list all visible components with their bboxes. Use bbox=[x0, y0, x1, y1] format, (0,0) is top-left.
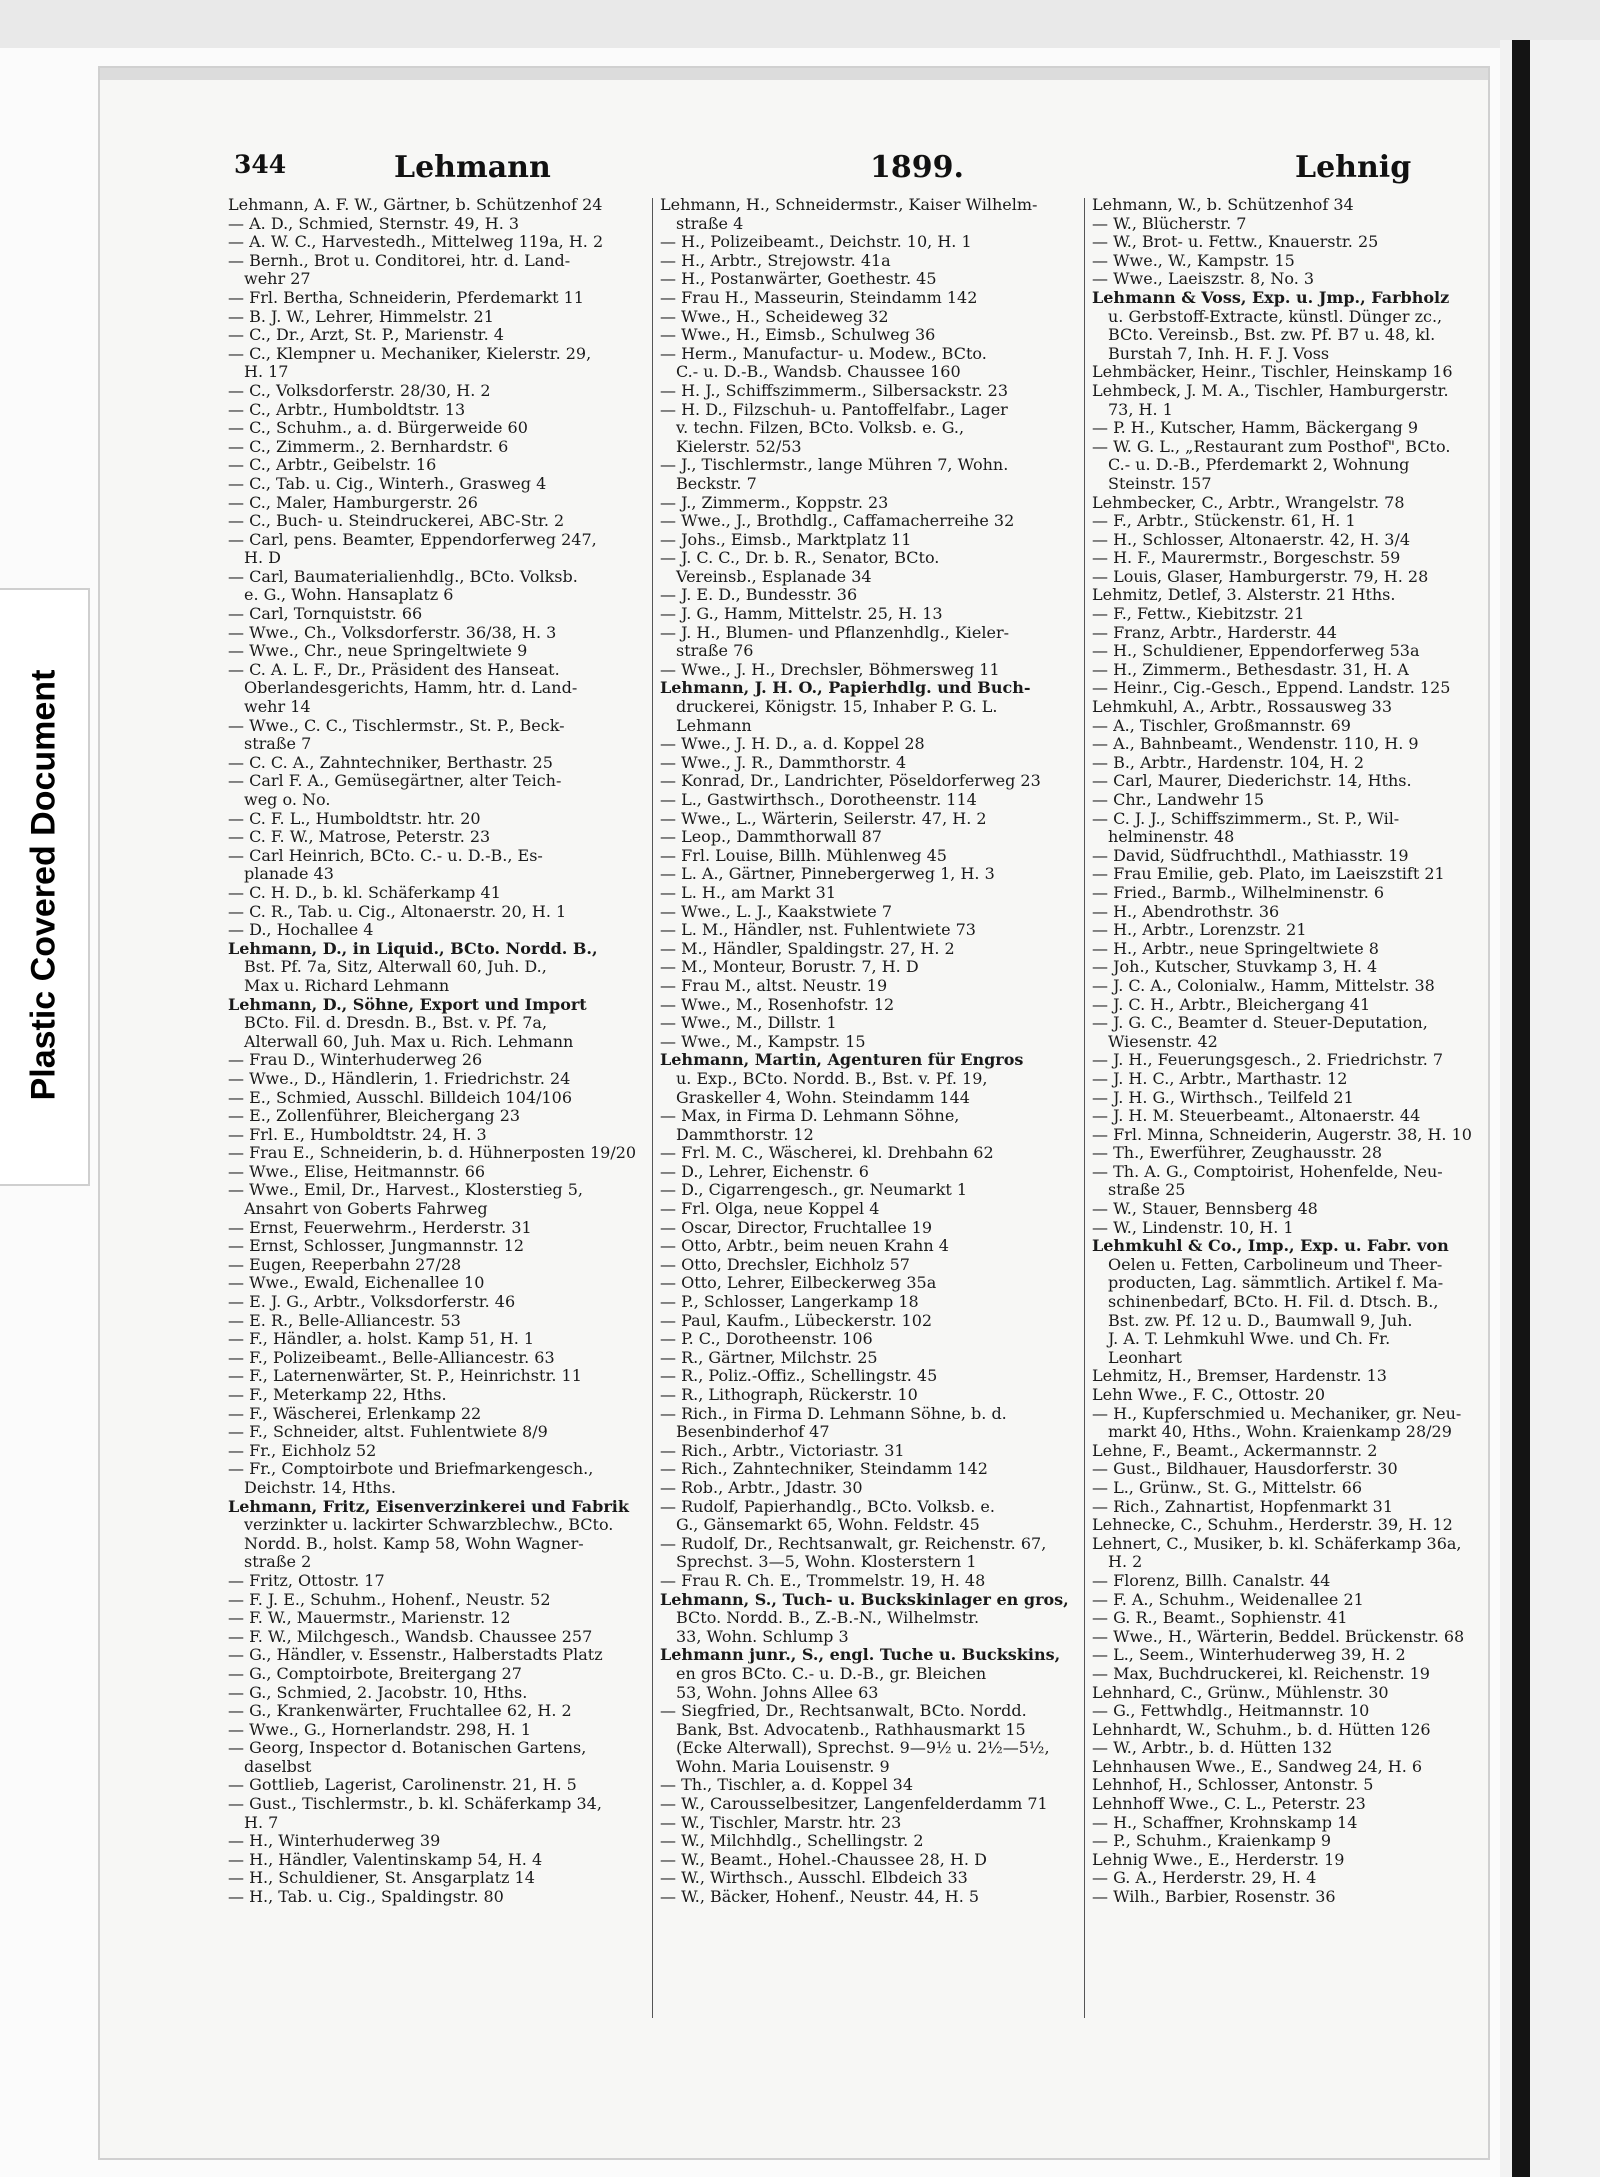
directory-entry-line: Lehne, F., Beamt., Ackermannstr. 2 bbox=[1092, 1441, 1378, 1460]
directory-entry-line: — Gust., Bildhauer, Hausdorferstr. 30 bbox=[1092, 1460, 1398, 1479]
directory-entry-line: — F., Fettw., Kiebitzstr. 21 bbox=[1092, 605, 1305, 624]
directory-entry-line: — Ernst, Schlosser, Jungmannstr. 12 bbox=[228, 1237, 525, 1256]
directory-entry-line: — Wwe., J. R., Dammthorstr. 4 bbox=[660, 753, 907, 772]
directory-entry-line: — D., Hochallee 4 bbox=[228, 921, 374, 940]
directory-entry-line: — C., Buch- u. Steindruckerei, ABC-Str. 2 bbox=[228, 512, 565, 531]
directory-entry-line: — H., Polizeibeamt., Deichstr. 10, H. 1 bbox=[660, 233, 972, 252]
directory-entry-line: — W., Arbtr., b. d. Hütten 132 bbox=[1092, 1739, 1333, 1758]
directory-entry-line: — Bernh., Brot u. Conditorei, htr. d. Land- bbox=[228, 251, 571, 270]
directory-entry-line: Wiesenstr. 42 bbox=[1108, 1032, 1218, 1051]
directory-entry-line: — J. C. H., Arbtr., Bleichergang 41 bbox=[1092, 995, 1371, 1014]
directory-entry-line: — L. M., Händler, nst. Fuhlentwiete 73 bbox=[660, 921, 976, 940]
directory-entry-line: — Herm., Manufactur- u. Modew., BCto. bbox=[660, 344, 987, 363]
directory-entry-line: Lehmann & Voss, Exp. u. Jmp., Farbholz bbox=[1092, 288, 1450, 307]
directory-entry-line: — H. D., Filzschuh- u. Pantoffelfabr., Lager bbox=[660, 400, 1008, 419]
directory-entry-line: — Carl, Maurer, Diederichstr. 14, Hths. bbox=[1092, 772, 1412, 791]
directory-entry-line: — E., Schmied, Ausschl. Billdeich 104/106 bbox=[228, 1088, 573, 1107]
directory-entry-line: Oberlandesgerichts, Hamm, htr. d. Land- bbox=[244, 679, 578, 698]
directory-entry-line: — Rich., in Firma D. Lehmann Söhne, b. d. bbox=[660, 1404, 1007, 1423]
directory-entry-line: H. 7 bbox=[244, 1813, 279, 1832]
directory-entry-line: — L. H., am Markt 31 bbox=[660, 883, 837, 902]
directory-entry-line: straße 2 bbox=[244, 1553, 312, 1572]
directory-entry-line: — C., Zimmerm., 2. Bernhardstr. 6 bbox=[228, 437, 509, 456]
directory-entry-line: markt 40, Hths., Wohn. Kraienkamp 28/29 bbox=[1108, 1423, 1452, 1442]
directory-entry-line: — Johs., Eimsb., Marktplatz 11 bbox=[660, 530, 912, 549]
directory-entry-line: — L., Grünw., St. G., Mittelstr. 66 bbox=[1092, 1478, 1363, 1497]
directory-entry-line: Lehmbecker, C., Arbtr., Wrangelstr. 78 bbox=[1092, 493, 1405, 512]
directory-entry-line: — J. E. D., Bundesstr. 36 bbox=[660, 586, 858, 605]
directory-entry-line: — Wwe., Emil, Dr., Harvest., Klosterstieg 5, bbox=[228, 1181, 584, 1200]
directory-entry-line: Lehnig Wwe., E., Herderstr. 19 bbox=[1092, 1850, 1345, 1869]
directory-entry-line: Vereinsb., Esplanade 34 bbox=[676, 567, 872, 586]
directory-entry-line: Bank, Bst. Advocatenb., Rathhausmarkt 15 bbox=[676, 1720, 1026, 1739]
directory-entry-line: — Wwe., M., Kampstr. 15 bbox=[660, 1032, 866, 1051]
directory-entry-line: Lehmann, A. F. W., Gärtner, b. Schützenhof 24 bbox=[228, 196, 603, 214]
directory-entry-line: — J. H. C., Arbtr., Marthastr. 12 bbox=[1092, 1069, 1348, 1088]
directory-entry-line: — J., Tischlermstr., lange Mühren 7, Wohn. bbox=[660, 456, 1009, 475]
directory-entry-line: — M., Händler, Spaldingstr. 27, H. 2 bbox=[660, 939, 955, 958]
directory-entry-line: Oelen u. Fetten, Carbolineum und Theer- bbox=[1108, 1255, 1443, 1274]
directory-entry-line: Lehmbäcker, Heinr., Tischler, Heinskamp 16 bbox=[1092, 363, 1453, 382]
page-header bbox=[130, 150, 1420, 190]
directory-entry-line: — C., Klempner u. Mechaniker, Kielerstr. 29, bbox=[228, 344, 592, 363]
directory-entry-line: Lehmann, H., Schneidermstr., Kaiser Wilhelm- bbox=[660, 196, 1038, 214]
directory-entry-line: Lehmann, Fritz, Eisenverzinkerei und Fabrik bbox=[228, 1497, 629, 1516]
directory-entry-line: — W., Stauer, Bennsberg 48 bbox=[1092, 1200, 1318, 1219]
directory-entry-line: — Rich., Zahntechniker, Steindamm 142 bbox=[660, 1460, 988, 1479]
directory-entry-line: Lehmann bbox=[676, 716, 752, 735]
directory-entry-line: — Frl. M. C., Wäscherei, kl. Drehbahn 62 bbox=[660, 1144, 994, 1163]
directory-entry-line: planade 43 bbox=[244, 865, 334, 884]
directory-entry-line: — W., Tischler, Marstr. htr. 23 bbox=[660, 1813, 902, 1832]
directory-entry-line: — H., Postanwärter, Goethestr. 45 bbox=[660, 270, 937, 289]
directory-entry-line: — Carl, Baumaterialienhdlg., BCto. Volksb. bbox=[228, 567, 578, 586]
directory-entry-line: — F., Wäscherei, Erlenkamp 22 bbox=[228, 1404, 482, 1423]
directory-entry-line: — W., Carousselbesitzer, Langenfelderdamm 71 bbox=[660, 1795, 1048, 1814]
directory-entry-line: — G. A., Herderstr. 29, H. 4 bbox=[1092, 1869, 1317, 1888]
directory-entry-line: 53, Wohn. Johns Allee 63 bbox=[676, 1683, 879, 1702]
directory-entry-line: — Otto, Lehrer, Eilbeckerweg 35a bbox=[660, 1274, 937, 1293]
directory-entry-line: — J. C. C., Dr. b. R., Senator, BCto. bbox=[660, 549, 940, 568]
directory-entry-line: Lehmitz, Detlef, 3. Alsterstr. 21 Hths. bbox=[1092, 586, 1396, 605]
directory-entry-line: — H., Arbtr., neue Springeltwiete 8 bbox=[1092, 939, 1379, 958]
directory-entry-line: Bst. Pf. 7a, Sitz, Alterwall 60, Juh. D., bbox=[244, 958, 547, 977]
directory-entry-line: — R., Lithograph, Rückerstr. 10 bbox=[660, 1386, 918, 1404]
directory-entry-line: — Frl. Minna, Schneiderin, Augerstr. 38, H. 10 bbox=[1092, 1125, 1472, 1144]
directory-entry-line: Lehnhof, H., Schlosser, Antonstr. 5 bbox=[1092, 1776, 1374, 1795]
scanner-top-strip bbox=[0, 0, 1600, 48]
directory-entry-line: — J. H., Feuerungsgesch., 2. Friedrichstr. 7 bbox=[1092, 1051, 1444, 1070]
directory-entry-line: — Wwe., G., Hornerlandstr. 298, H. 1 bbox=[228, 1720, 531, 1739]
directory-entry-line: — Leop., Dammthorwall 87 bbox=[660, 828, 882, 847]
directory-entry-line: — H., Tab. u. Cig., Spaldingstr. 80 bbox=[228, 1888, 504, 1907]
directory-entry-line: — Wwe., W., Kampstr. 15 bbox=[1092, 251, 1295, 270]
directory-entry-line: — H., Kupferschmied u. Mechaniker, gr. Neu- bbox=[1092, 1404, 1462, 1423]
directory-entry-line: G., Gänsemarkt 65, Wohn. Feldstr. 45 bbox=[676, 1516, 980, 1535]
directory-entry-line: — Frau E., Schneiderin, b. d. Hühnerposten 19/20 bbox=[228, 1144, 637, 1163]
directory-entry-line: — F. W., Milchgesch., Wandsb. Chaussee 257 bbox=[228, 1627, 593, 1646]
year-heading: 1899. bbox=[870, 150, 964, 185]
directory-entry-line: — C. F. L., Humboldtstr. htr. 20 bbox=[228, 809, 481, 828]
directory-entry-line: — Wwe., D., Händlerin, 1. Friedrichstr. 24 bbox=[228, 1069, 571, 1088]
directory-entry-line: — Wwe., C. C., Tischlermstr., St. P., Beck- bbox=[228, 716, 565, 735]
directory-entry-line: — G., Schmied, 2. Jacobstr. 10, Hths. bbox=[228, 1683, 528, 1702]
directory-entry-line: — C. F. W., Matrose, Peterstr. 23 bbox=[228, 828, 491, 847]
directory-entry-line: — G. R., Beamt., Sophienstr. 41 bbox=[1092, 1609, 1348, 1628]
directory-entry-line: H. 17 bbox=[244, 363, 289, 382]
directory-entry-line: — Wwe., Chr., neue Springeltwiete 9 bbox=[228, 642, 528, 661]
column-2 bbox=[660, 196, 1080, 2026]
directory-entry-line: — F., Polizeibeamt., Belle-Alliancestr. 63 bbox=[228, 1348, 555, 1367]
directory-entry-line: Lehmann, Martin, Agenturen für Engros bbox=[660, 1051, 1024, 1070]
directory-entry-line: weg o. No. bbox=[244, 791, 331, 809]
directory-entry-line: — Wwe., J., Brothdlg., Caffamacherreihe 32 bbox=[660, 512, 1015, 531]
directory-entry-line: BCto. Fil. d. Dresdn. B., Bst. v. Pf. 7a, bbox=[244, 1014, 548, 1033]
directory-entry-line: u. Gerbstoff-Extracte, künstl. Dünger zc., bbox=[1108, 307, 1443, 326]
directory-entry-line: — C., Maler, Hamburgerstr. 26 bbox=[228, 493, 478, 512]
directory-entry-line: — Eugen, Reeperbahn 27/28 bbox=[228, 1255, 462, 1274]
directory-entry-line: C.- u. D.-B., Wandsb. Chaussee 160 bbox=[676, 363, 961, 382]
directory-entry-line: C.- u. D.-B., Pferdemarkt 2, Wohnung bbox=[1108, 456, 1410, 475]
directory-entry-line: — F., Händler, a. holst. Kamp 51, H. 1 bbox=[228, 1330, 535, 1349]
directory-entry-line: Lehmkuhl, A., Arbtr., Rossausweg 33 bbox=[1092, 698, 1393, 717]
directory-entry-line: — P. C., Dorotheenstr. 106 bbox=[660, 1330, 873, 1349]
directory-entry-line: Lehmitz, H., Bremser, Hardenstr. 13 bbox=[1092, 1367, 1387, 1386]
directory-entry-line: — H., Abendrothstr. 36 bbox=[1092, 902, 1280, 921]
directory-entry-line: Beckstr. 7 bbox=[676, 474, 757, 493]
directory-entry-line: — Wwe., H., Eimsb., Schulweg 36 bbox=[660, 326, 936, 345]
directory-entry-line: — P. H., Kutscher, Hamm, Bäckergang 9 bbox=[1092, 419, 1419, 438]
directory-entry-line: (Ecke Alterwall), Sprechst. 9—9½ u. 2½—5½, bbox=[676, 1739, 1050, 1758]
directory-entry-line: — Rudolf, Dr., Rechtsanwalt, gr. Reichenstr. 67, bbox=[660, 1534, 1047, 1553]
directory-entry-line: straße 25 bbox=[1108, 1181, 1186, 1200]
column-rule-2 bbox=[1084, 198, 1085, 2018]
directory-entry-line: — F., Arbtr., Stückenstr. 61, H. 1 bbox=[1092, 512, 1356, 531]
directory-entry-line: Steinstr. 157 bbox=[1108, 474, 1212, 493]
directory-entry-line: — G., Comptoirbote, Breitergang 27 bbox=[228, 1664, 522, 1683]
directory-entry-line: — H., Zimmerm., Bethesdastr. 31, H. A bbox=[1092, 660, 1409, 679]
column-3 bbox=[1092, 196, 1512, 2026]
directory-entry-line: — Max, in Firma D. Lehmann Söhne, bbox=[660, 1107, 960, 1126]
directory-entry-line: — Wwe., H., Scheideweg 32 bbox=[660, 307, 889, 326]
directory-entry-line: — C., Volksdorferstr. 28/30, H. 2 bbox=[228, 381, 491, 400]
directory-entry-line: — G., Fettwhdlg., Heitmannstr. 10 bbox=[1092, 1702, 1370, 1721]
directory-entry-line: Lehnhard, C., Grünw., Mühlenstr. 30 bbox=[1092, 1683, 1389, 1702]
directory-entry-line: — David, Südfruchthdl., Mathiasstr. 19 bbox=[1092, 846, 1409, 865]
directory-entry-line: — Frau D., Winterhuderweg 26 bbox=[228, 1051, 483, 1070]
directory-entry-line: — Wwe., Ewald, Eichenallee 10 bbox=[228, 1274, 485, 1293]
directory-entry-line: — B. J. W., Lehrer, Himmelstr. 21 bbox=[228, 307, 494, 326]
directory-entry-line: en gros BCto. C.- u. D.-B., gr. Bleichen bbox=[676, 1664, 987, 1683]
directory-entry-line: — Frau H., Masseurin, Steindamm 142 bbox=[660, 288, 978, 307]
directory-entry-line: — R., Poliz.-Offiz., Schellingstr. 45 bbox=[660, 1367, 938, 1386]
left-running-title: Lehmann bbox=[394, 150, 551, 185]
directory-entry-line: — Oscar, Director, Fruchtallee 19 bbox=[660, 1218, 933, 1237]
directory-entry-line: — Th., Ewerführer, Zeughausstr. 28 bbox=[1092, 1144, 1383, 1163]
directory-entry-line: — W. G. L., „Restaurant zum Posthof", BCto. bbox=[1092, 437, 1451, 456]
directory-entry-line: — G., Händler, v. Essenstr., Halberstadts Platz bbox=[228, 1646, 603, 1665]
directory-entry-line: J. A. T. Lehmkuhl Wwe. und Ch. Fr. bbox=[1108, 1330, 1391, 1349]
directory-entry-line: — W., Blücherstr. 7 bbox=[1092, 214, 1247, 233]
directory-entry-line: — Fr., Eichholz 52 bbox=[228, 1441, 377, 1460]
directory-entry-line: — C., Schuhm., a. d. Bürgerweide 60 bbox=[228, 419, 528, 438]
directory-entry-line: Lehn Wwe., F. C., Ottostr. 20 bbox=[1092, 1386, 1326, 1404]
directory-entry-line: — Ernst, Feuerwehrm., Herderstr. 31 bbox=[228, 1218, 532, 1237]
directory-entry-line: — C. H. D., b. kl. Schäferkamp 41 bbox=[228, 883, 501, 902]
directory-entry-line: — Frl. Bertha, Schneiderin, Pferdemarkt 11 bbox=[228, 288, 584, 307]
directory-entry-line: Dammthorstr. 12 bbox=[676, 1125, 814, 1144]
directory-entry-line: — P., Schlosser, Langerkamp 18 bbox=[660, 1293, 919, 1312]
directory-entry-line: — G., Krankenwärter, Fruchtallee 62, H. 2 bbox=[228, 1702, 572, 1721]
directory-entry-line: Max u. Richard Lehmann bbox=[244, 976, 450, 995]
directory-entry-line: — Wwe., Elise, Heitmannstr. 66 bbox=[228, 1162, 486, 1181]
directory-entry-line: H. D bbox=[244, 549, 281, 568]
directory-entry-line: — H., Schlosser, Altonaerstr. 42, H. 3/4 bbox=[1092, 530, 1411, 549]
directory-entry-line: — W., Beamt., Hohel.-Chaussee 28, H. D bbox=[660, 1850, 987, 1869]
scanner-right-edge bbox=[1500, 40, 1600, 2177]
directory-entry-line: — A., Bahnbeamt., Wendenstr. 110, H. 9 bbox=[1092, 735, 1419, 754]
page-number: 344 bbox=[234, 150, 287, 179]
directory-entry-line: — A. D., Schmied, Sternstr. 49, H. 3 bbox=[228, 214, 520, 233]
directory-entry-line: — Max, Buchdruckerei, kl. Reichenstr. 19 bbox=[1092, 1664, 1430, 1683]
directory-entry-line: Kielerstr. 52/53 bbox=[676, 437, 802, 456]
directory-entry-line: — Frl. E., Humboldtstr. 24, H. 3 bbox=[228, 1125, 487, 1144]
column-1 bbox=[228, 196, 648, 2026]
directory-entry-line: — Frl. Olga, neue Koppel 4 bbox=[660, 1200, 880, 1219]
directory-entry-line: Besenbinderhof 47 bbox=[676, 1423, 830, 1442]
directory-entry-line: — A., Tischler, Großmannstr. 69 bbox=[1092, 716, 1351, 735]
directory-entry-line: — E., Zollenführer, Bleichergang 23 bbox=[228, 1107, 521, 1126]
directory-entry-line: — Otto, Drechsler, Eichholz 57 bbox=[660, 1255, 910, 1274]
directory-entry-line: Lehmann junr., S., engl. Tuche u. Buckskins, bbox=[660, 1646, 1061, 1665]
directory-entry-line: — Heinr., Cig.-Gesch., Eppend. Landstr. 125 bbox=[1092, 679, 1451, 698]
directory-entry-line: — J. C. A., Colonialw., Hamm, Mittelstr. 38 bbox=[1092, 976, 1435, 995]
directory-entry-line: — Fr., Comptoirbote und Briefmarkengesch., bbox=[228, 1460, 594, 1479]
directory-entry-line: Nordd. B., holst. Kamp 58, Wohn Wagner- bbox=[244, 1534, 584, 1553]
directory-entry-line: — H., Winterhuderweg 39 bbox=[228, 1832, 441, 1851]
directory-entry-line: Lehnhardt, W., Schuhm., b. d. Hütten 126 bbox=[1092, 1720, 1431, 1739]
directory-entry-line: Lehnhoff Wwe., C. L., Peterstr. 23 bbox=[1092, 1795, 1366, 1814]
directory-entry-line: — J. H. M. Steuerbeamt., Altonaerstr. 44 bbox=[1092, 1107, 1421, 1126]
directory-entry-line: Bst. zw. Pf. 12 u. D., Baumwall 9, Juh. bbox=[1108, 1311, 1413, 1330]
side-label: Plastic Covered Document bbox=[24, 669, 63, 1101]
directory-entry-line: 73, H. 1 bbox=[1108, 400, 1173, 419]
directory-entry-line: v. techn. Filzen, BCto. Volksb. e. G., bbox=[676, 419, 965, 438]
directory-entry-line: — Carl F. A., Gemüsegärtner, alter Teich- bbox=[228, 772, 562, 791]
directory-entry-line: — C., Arbtr., Geibelstr. 16 bbox=[228, 456, 437, 475]
directory-entry-line: — Frau M., altst. Neustr. 19 bbox=[660, 976, 888, 995]
directory-entry-line: — Carl, pens. Beamter, Eppendorferweg 247, bbox=[228, 530, 597, 549]
directory-entry-line: — Otto, Arbtr., beim neuen Krahn 4 bbox=[660, 1237, 949, 1256]
directory-entry-line: — Joh., Kutscher, Stuvkamp 3, H. 4 bbox=[1092, 958, 1378, 977]
directory-entry-line: Lehmann, J. H. O., Papierhdlg. und Buch- bbox=[660, 679, 1031, 698]
directory-entry-line: schinenbedarf, BCto. H. Fil. d. Dtsch. B., bbox=[1108, 1293, 1439, 1312]
directory-entry-line: Lehmann, W., b. Schützenhof 34 bbox=[1092, 196, 1354, 214]
directory-entry-line: — M., Monteur, Borustr. 7, H. D bbox=[660, 958, 919, 977]
directory-entry-line: — F., Schneider, altst. Fuhlentwiete 8/9 bbox=[228, 1423, 548, 1442]
directory-entry-line: Alterwall 60, Juh. Max u. Rich. Lehmann bbox=[244, 1032, 574, 1051]
directory-entry-line: — F., Laternenwärter, St. P., Heinrichstr. 11 bbox=[228, 1367, 582, 1386]
directory-entry-line: — J., Zimmerm., Koppstr. 23 bbox=[660, 493, 889, 512]
directory-entry-line: Leonhart bbox=[1108, 1348, 1182, 1367]
directory-entry-line: — Wwe., J. H., Drechsler, Böhmersweg 11 bbox=[660, 660, 1000, 679]
directory-entry-line: — H., Händler, Valentinskamp 54, H. 4 bbox=[228, 1850, 543, 1869]
directory-entry-line: producten, Lag. sämmtlich. Artikel f. Ma- bbox=[1108, 1274, 1444, 1293]
directory-entry-line: — Rudolf, Papierhandlg., BCto. Volksb. e. bbox=[660, 1497, 995, 1516]
directory-entry-line: — J. G. C., Beamter d. Steuer-Deputation, bbox=[1092, 1014, 1428, 1033]
directory-entry-line: — F. J. E., Schuhm., Hohenf., Neustr. 52 bbox=[228, 1590, 551, 1609]
directory-entry-line: BCto. Vereinsb., Bst. zw. Pf. B7 u. 48, kl. bbox=[1108, 326, 1436, 345]
directory-entry-line: — F. A., Schuhm., Weidenallee 21 bbox=[1092, 1590, 1364, 1609]
directory-entry-line: daselbst bbox=[244, 1757, 312, 1776]
directory-entry-line: — Th. A. G., Comptoirist, Hohenfelde, Neu- bbox=[1092, 1162, 1443, 1181]
directory-entry-line: BCto. Nordd. B., Z.-B.-N., Wilhelmstr. bbox=[676, 1609, 980, 1628]
directory-entry-line: — H., Schaffner, Krohnskamp 14 bbox=[1092, 1813, 1358, 1832]
directory-entry-line: — H., Arbtr., Lorenzstr. 21 bbox=[1092, 921, 1307, 940]
directory-entry-line: Lehnert, C., Musiker, b. kl. Schäferkamp 36a, bbox=[1092, 1534, 1462, 1553]
directory-entry-line: straße 76 bbox=[676, 642, 754, 661]
directory-entry-line: — A. W. C., Harvestedh., Mittelweg 119a, H. 2 bbox=[228, 233, 604, 252]
directory-entry-line: — C. J. J., Schiffszimmerm., St. P., Wil- bbox=[1092, 809, 1400, 828]
directory-entry-line: — Fritz, Ottostr. 17 bbox=[228, 1571, 385, 1590]
directory-entry-line: — Gottlieb, Lagerist, Carolinenstr. 21, H. 5 bbox=[228, 1776, 577, 1795]
directory-entry-line: Lehmann, S., Tuch- u. Buckskinlager en gros, bbox=[660, 1590, 1069, 1609]
directory-entry-line: — C., Tab. u. Cig., Winterh., Grasweg 4 bbox=[228, 474, 547, 493]
directory-entry-line: — Wwe., M., Rosenhofstr. 12 bbox=[660, 995, 895, 1014]
directory-entry-line: — E. R., Belle-Alliancestr. 53 bbox=[228, 1311, 461, 1330]
directory-entry-line: — Frau R. Ch. E., Trommelstr. 19, H. 48 bbox=[660, 1571, 986, 1590]
column-rule-1 bbox=[652, 198, 653, 2018]
directory-entry-line: Lehmbeck, J. M. A., Tischler, Hamburgerstr. bbox=[1092, 381, 1449, 400]
directory-entry-line: — W., Wirthsch., Ausschl. Elbdeich 33 bbox=[660, 1869, 968, 1888]
directory-entry-line: — H. J., Schiffszimmerm., Silbersackstr. 23 bbox=[660, 381, 1009, 400]
directory-entry-line: — L. A., Gärtner, Pinnebergerweg 1, H. 3 bbox=[660, 865, 995, 884]
directory-entry-line: — J. G., Hamm, Mittelstr. 25, H. 13 bbox=[660, 605, 943, 624]
directory-entry-line: Graskeller 4, Wohn. Steindamm 144 bbox=[676, 1088, 970, 1107]
directory-entry-line: — Rob., Arbtr., Jdastr. 30 bbox=[660, 1478, 863, 1497]
directory-entry-line: — Wilh., Barbier, Rosenstr. 36 bbox=[1092, 1888, 1336, 1907]
directory-entry-line: — Georg, Inspector d. Botanischen Gartens, bbox=[228, 1739, 587, 1758]
directory-entry-line: Lehmkuhl & Co., Imp., Exp. u. Fabr. von bbox=[1092, 1237, 1449, 1256]
directory-entry-line: — C. R., Tab. u. Cig., Altonaerstr. 20, H. 1 bbox=[228, 902, 567, 921]
directory-entry-line: — L., Gastwirthsch., Dorotheenstr. 114 bbox=[660, 791, 977, 809]
directory-entry-line: 33, Wohn. Schlump 3 bbox=[676, 1627, 849, 1646]
directory-entry-line: — Florenz, Billh. Canalstr. 44 bbox=[1092, 1571, 1331, 1590]
directory-entry-line: — Franz, Arbtr., Harderstr. 44 bbox=[1092, 623, 1337, 642]
directory-entry-line: — J. H. G., Wirthsch., Teilfeld 21 bbox=[1092, 1088, 1354, 1107]
directory-entry-line: — Rich., Zahnartist, Hopfenmarkt 31 bbox=[1092, 1497, 1394, 1516]
directory-entry-line: — W., Milchhdlg., Schellingstr. 2 bbox=[660, 1832, 924, 1851]
directory-entry-line: helminenstr. 48 bbox=[1108, 828, 1235, 847]
directory-entry-line: — Frau Emilie, geb. Plato, im Laeiszstift 21 bbox=[1092, 865, 1445, 884]
directory-entry-line: — Chr., Landwehr 15 bbox=[1092, 791, 1265, 809]
directory-entry-line: — Carl Heinrich, BCto. C.- u. D.-B., Es- bbox=[228, 846, 543, 865]
directory-entry-line: — P., Schuhm., Kraienkamp 9 bbox=[1092, 1832, 1332, 1851]
directory-entry-line: — C., Dr., Arzt, St. P., Marienstr. 4 bbox=[228, 326, 504, 345]
directory-entry-line: Lehmann, D., in Liquid., BCto. Nordd. B., bbox=[228, 939, 598, 958]
directory-entry-line: wehr 27 bbox=[244, 270, 311, 289]
directory-entry-line: Ansahrt von Goberts Fahrweg bbox=[244, 1200, 488, 1219]
directory-entry-line: wehr 14 bbox=[244, 698, 311, 717]
directory-entry-line: Sprechst. 3—5, Wohn. Klosterstern 1 bbox=[676, 1553, 977, 1572]
directory-entry-line: — D., Lehrer, Eichenstr. 6 bbox=[660, 1162, 869, 1181]
directory-entry-line: — Wwe., J. H. D., a. d. Koppel 28 bbox=[660, 735, 925, 754]
directory-entry-line: — Fried., Barmb., Wilhelminenstr. 6 bbox=[1092, 883, 1385, 902]
directory-entry-line: — Gust., Tischlermstr., b. kl. Schäferkamp 34, bbox=[228, 1795, 602, 1814]
directory-entry-line: straße 4 bbox=[676, 214, 744, 233]
directory-entry-line: — C. C. A., Zahntechniker, Berthastr. 25 bbox=[228, 753, 553, 772]
directory-entry-line: — Wwe., L., Wärterin, Seilerstr. 47, H. 2 bbox=[660, 809, 987, 828]
directory-entry-line: druckerei, Königstr. 15, Inhaber P. G. L. bbox=[676, 698, 998, 717]
directory-entry-line: — Wwe., L. J., Kaakstwiete 7 bbox=[660, 902, 892, 921]
directory-entry-line: — Wwe., Ch., Volksdorferstr. 36/38, H. 3 bbox=[228, 623, 557, 642]
scanner-dark-bar bbox=[1512, 40, 1530, 2177]
directory-entry-line: — Th., Tischler, a. d. Koppel 34 bbox=[660, 1776, 914, 1795]
directory-entry-line: — Wwe., Laeiszstr. 8, No. 3 bbox=[1092, 270, 1315, 289]
directory-entry-line: — L., Seem., Winterhuderweg 39, H. 2 bbox=[1092, 1646, 1406, 1665]
directory-entry-line: — E. J. G., Arbtr., Volksdorferstr. 46 bbox=[228, 1293, 516, 1312]
directory-entry-line: — H., Schuldiener, Eppendorferweg 53a bbox=[1092, 642, 1420, 661]
directory-entry-line: — Wwe., M., Dillstr. 1 bbox=[660, 1014, 837, 1033]
directory-entry-line: verzinkter u. lackirter Schwarzblechw., BCto. bbox=[244, 1516, 614, 1535]
directory-entry-line: u. Exp., BCto. Nordd. B., Bst. v. Pf. 19, bbox=[676, 1069, 988, 1088]
directory-entry-line: — C. A. L. F., Dr., Präsident des Hanseat. bbox=[228, 660, 560, 679]
directory-entry-line: H. 2 bbox=[1108, 1553, 1143, 1572]
directory-entry-line: straße 7 bbox=[244, 735, 312, 754]
directory-entry-line: — Rich., Arbtr., Victoriastr. 31 bbox=[660, 1441, 905, 1460]
directory-entry-line: — F. W., Mauermstr., Marienstr. 12 bbox=[228, 1609, 511, 1628]
directory-entry-line: — W., Lindenstr. 10, H. 1 bbox=[1092, 1218, 1294, 1237]
page-top-fold bbox=[100, 68, 1488, 80]
directory-entry-line: — F., Meterkamp 22, Hths. bbox=[228, 1386, 447, 1404]
directory-entry-line: e. G., Wohn. Hansaplatz 6 bbox=[244, 586, 454, 605]
directory-entry-line: Lehmann, D., Söhne, Export und Import bbox=[228, 995, 587, 1014]
directory-entry-line: — H. F., Maurermstr., Borgeschstr. 59 bbox=[1092, 549, 1401, 568]
directory-entry-line: — J. H., Blumen- und Pflanzenhdlg., Kieler- bbox=[660, 623, 1010, 642]
directory-entry-line: — Paul, Kaufm., Lübeckerstr. 102 bbox=[660, 1311, 933, 1330]
directory-entry-line: Burstah 7, Inh. H. F. J. Voss bbox=[1108, 344, 1330, 363]
directory-entry-line: — B., Arbtr., Hardenstr. 104, H. 2 bbox=[1092, 753, 1364, 772]
directory-entry-line: — H., Arbtr., Strejowstr. 41a bbox=[660, 251, 891, 270]
directory-entry-line: — R., Gärtner, Milchstr. 25 bbox=[660, 1348, 878, 1367]
directory-entry-line: — Louis, Glaser, Hamburgerstr. 79, H. 28 bbox=[1092, 567, 1429, 586]
directory-entry-line: — Siegfried, Dr., Rechtsanwalt, BCto. Nordd. bbox=[660, 1702, 1027, 1721]
directory-entry-line: — Konrad, Dr., Landrichter, Pöseldorferweg 23 bbox=[660, 772, 1041, 791]
directory-entry-line: — C., Arbtr., Humboldtstr. 13 bbox=[228, 400, 466, 419]
right-running-title: Lehnig bbox=[1295, 150, 1412, 185]
directory-entry-line: — Wwe., H., Wärterin, Beddel. Brückenstr. 68 bbox=[1092, 1627, 1465, 1646]
directory-entry-line: — D., Cigarrengesch., gr. Neumarkt 1 bbox=[660, 1181, 968, 1200]
directory-entry-line: — W., Bäcker, Hohenf., Neustr. 44, H. 5 bbox=[660, 1888, 980, 1907]
directory-entry-line: Lehnecke, C., Schuhm., Herderstr. 39, H. 12 bbox=[1092, 1516, 1453, 1535]
directory-entry-line: — H., Schuldiener, St. Ansgarplatz 14 bbox=[228, 1869, 535, 1888]
directory-entry-line: — W., Brot- u. Fettw., Knauerstr. 25 bbox=[1092, 233, 1379, 252]
directory-entry-line: Deichstr. 14, Hths. bbox=[244, 1478, 396, 1497]
directory-entry-line: — Frl. Louise, Billh. Mühlenweg 45 bbox=[660, 846, 947, 865]
directory-entry-line: Lehnhausen Wwe., E., Sandweg 24, H. 6 bbox=[1092, 1757, 1423, 1776]
directory-entry-line: Wohn. Maria Louisenstr. 9 bbox=[676, 1757, 890, 1776]
directory-entry-line: — Carl, Tornquiststr. 66 bbox=[228, 605, 423, 624]
